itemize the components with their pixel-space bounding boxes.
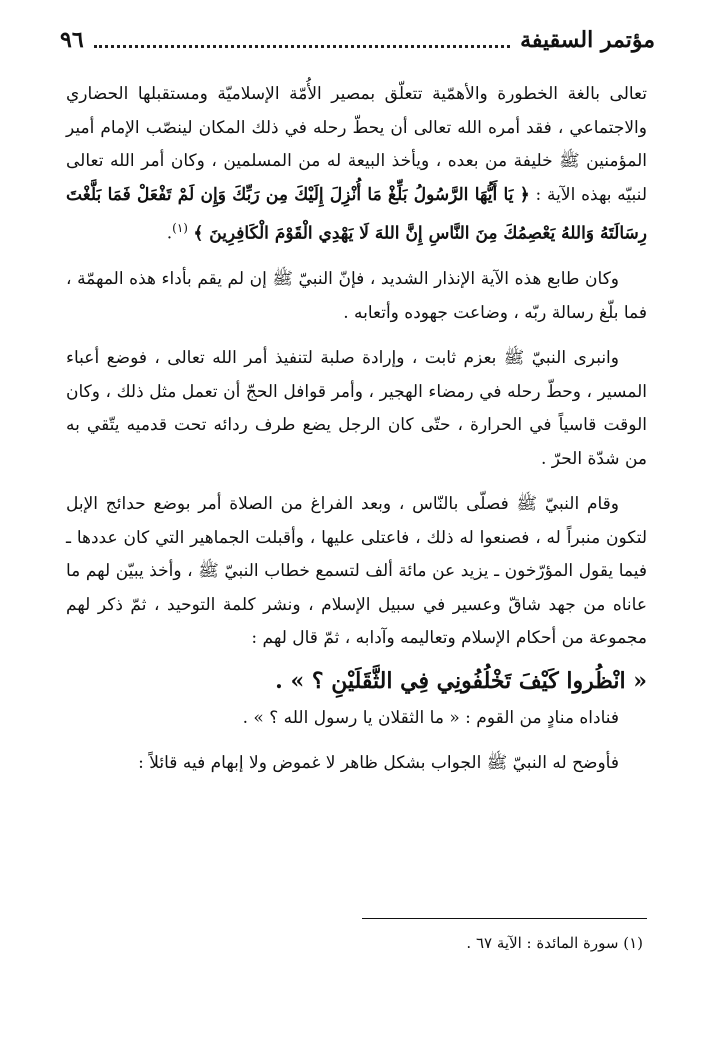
header-dotted-leader <box>94 45 510 48</box>
paragraph-2: وكان طابع هذه الآية الإنذار الشديد ، فإنّ النبيّ ﷺ إن لم يقم بأداء هذه المهمّة ، فما بلّغ رسالة ربّه ، وضاعت جهوده وأتعابه . <box>66 269 647 323</box>
quran-verse: ﴿ يَا أَيُّهَا الرَّسُولُ بَلِّغْ مَا أُنْزِلَ إِلَيْكَ مِن رَبِّكَ وَإِن لَمْ تَفْعَلْ فَمَا بَلَّغْتَ رِسَالَتَهُ وَاللهُ يَعْصِمُكَ مِنَ النَّاسِ إِنَّ اللهَ لَا يَهْدِي الْقَوْمَ الْكَافِرِينَ ﴾ <box>66 184 647 244</box>
paragraph-1-text: تعالى بالغة الخطورة والأهمّية تتعلّق بمصير الأُمّة الإسلاميّة ومستقبلها الحضاري والاجتماعي ، فقد أمره الله تعالى أن يحطّ رحله في ذلك المكان لينصّب الإمام أمير المؤمنين ﷺ خليفة من بعده ، ويأخذ البيعة له من المسلمين ، وكان أمر الله تعالى لنبيّه بهذه الآية : <box>66 84 647 205</box>
page-number: ٩٦ <box>60 27 84 53</box>
paragraph-1-end: . <box>166 223 173 244</box>
paragraph-3: وانبرى النبيّ ﷺ بعزم ثابت ، وإرادة صلبة لتنفيذ أمر الله تعالى ، فوضع أعباء المسير ، وحطّ رحله في رمضاء الهجير ، وأمر قوافل الحجّ أن تعمل مثل ذلك ، وكان الوقت قاسياً في الحرارة ، حتّى كان الرجل يضع طرف ردائه تحت قدميه يتّقي به من شدّة الحرّ . <box>66 348 647 469</box>
page-body <box>66 78 647 781</box>
paragraph-7: فأوضح له النبيّ ﷺ الجواب بشكل ظاهر لا غموض ولا إبهام فيه قائلاً : <box>138 753 619 774</box>
footnote-ref: (١) <box>172 221 188 235</box>
paragraph-1 <box>66 78 647 251</box>
footnote: (١) سورة المائدة : الآية ٦٧ . <box>466 934 643 952</box>
prophet-quote: « انْظُروا كَيْفَ تَخْلُفُونِي فِي الثَّقَلَيْنِ ؟ » . <box>275 667 647 694</box>
page-header <box>60 22 655 58</box>
paragraph-4: وقام النبيّ ﷺ فصلّى بالنّاس ، وبعد الفراغ من الصلاة أمر بوضع حدائج الإبل لتكون منبراً له ، فصنعوا له ذلك ، فاعتلى عليها ، وأقبلت الجماهير التي كان عددها ـ فيما يقول المؤرّخون ـ يزيد عن مائة ألف لتسمع خطاب النبيّ ﷺ ، وأخذ يبيّن لهم ما عاناه من جهد شاقّ وعسير في سبيل الإسلام ، ونشر كلمة التوحيد ، ثمّ ذكر لهم مجموعة من أحكام الإسلام وتعاليمه وآدابه ، ثمّ قال لهم : <box>66 494 647 649</box>
header-title: مؤتمر السقيفة <box>520 27 655 53</box>
footnote-divider <box>362 918 647 919</box>
paragraph-6: فناداه منادٍ من القوم : « ما الثقلان يا رسول الله ؟ » . <box>242 707 619 728</box>
